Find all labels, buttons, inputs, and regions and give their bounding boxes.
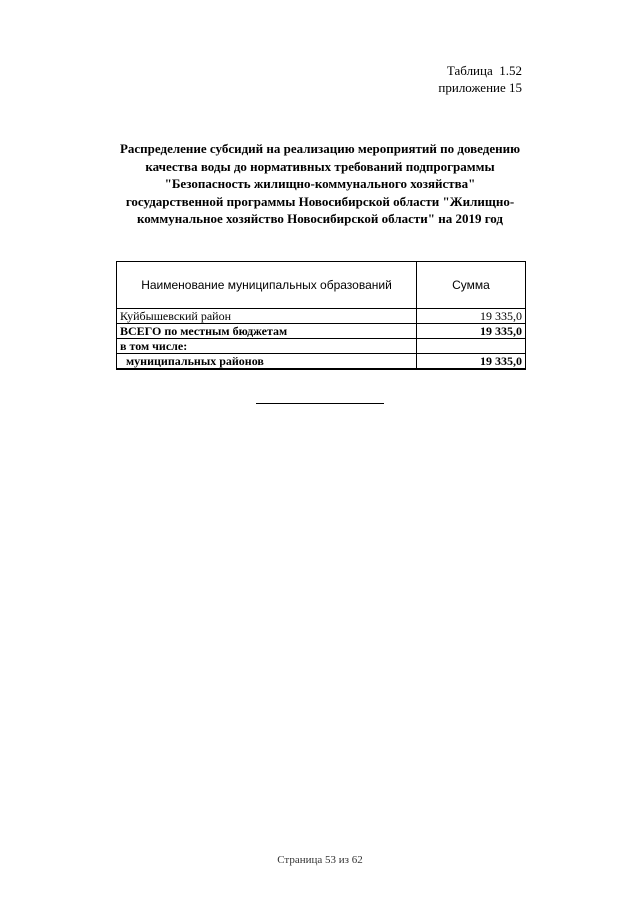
row-sum: 19 335,0 (417, 309, 526, 324)
row-name: муниципальных районов (117, 354, 417, 370)
subsidy-table (116, 261, 526, 370)
title-line: коммунальное хозяйство Новосибирской области" на 2019 год (136, 211, 504, 226)
row-name: ВСЕГО по местным бюджетам (117, 324, 417, 339)
row-sum: 19 335,0 (417, 354, 526, 370)
column-header-name: Наименование муниципальных образований (117, 262, 417, 309)
table-row (117, 309, 526, 324)
document-title (100, 140, 540, 228)
row-name: Куйбышевский район (117, 309, 417, 324)
page-header (438, 62, 522, 96)
row-sum (417, 339, 526, 354)
table-header-row (117, 262, 526, 309)
table-row-including (117, 339, 526, 354)
table-number: Таблица 1.52 (446, 63, 522, 78)
title-line: государственной программы Новосибирской области "Жилищно- (125, 193, 515, 209)
appendix-label: приложение 15 (438, 80, 522, 95)
column-header-sum: Сумма (417, 262, 526, 309)
title-line: Распределение субсидий на реализацию мероприятий по доведению (119, 141, 521, 156)
table-row-total (117, 324, 526, 339)
title-line: качества воды до нормативных требований подпрограммы (145, 158, 495, 174)
page-number: Страница 53 из 62 (277, 854, 363, 866)
row-name: в том числе: (117, 339, 417, 354)
title-line: "Безопасность жилищно-коммунального хозяйства" (164, 176, 476, 191)
row-sum: 19 335,0 (417, 324, 526, 339)
table-row-districts (117, 354, 526, 370)
separator-line (256, 403, 384, 404)
